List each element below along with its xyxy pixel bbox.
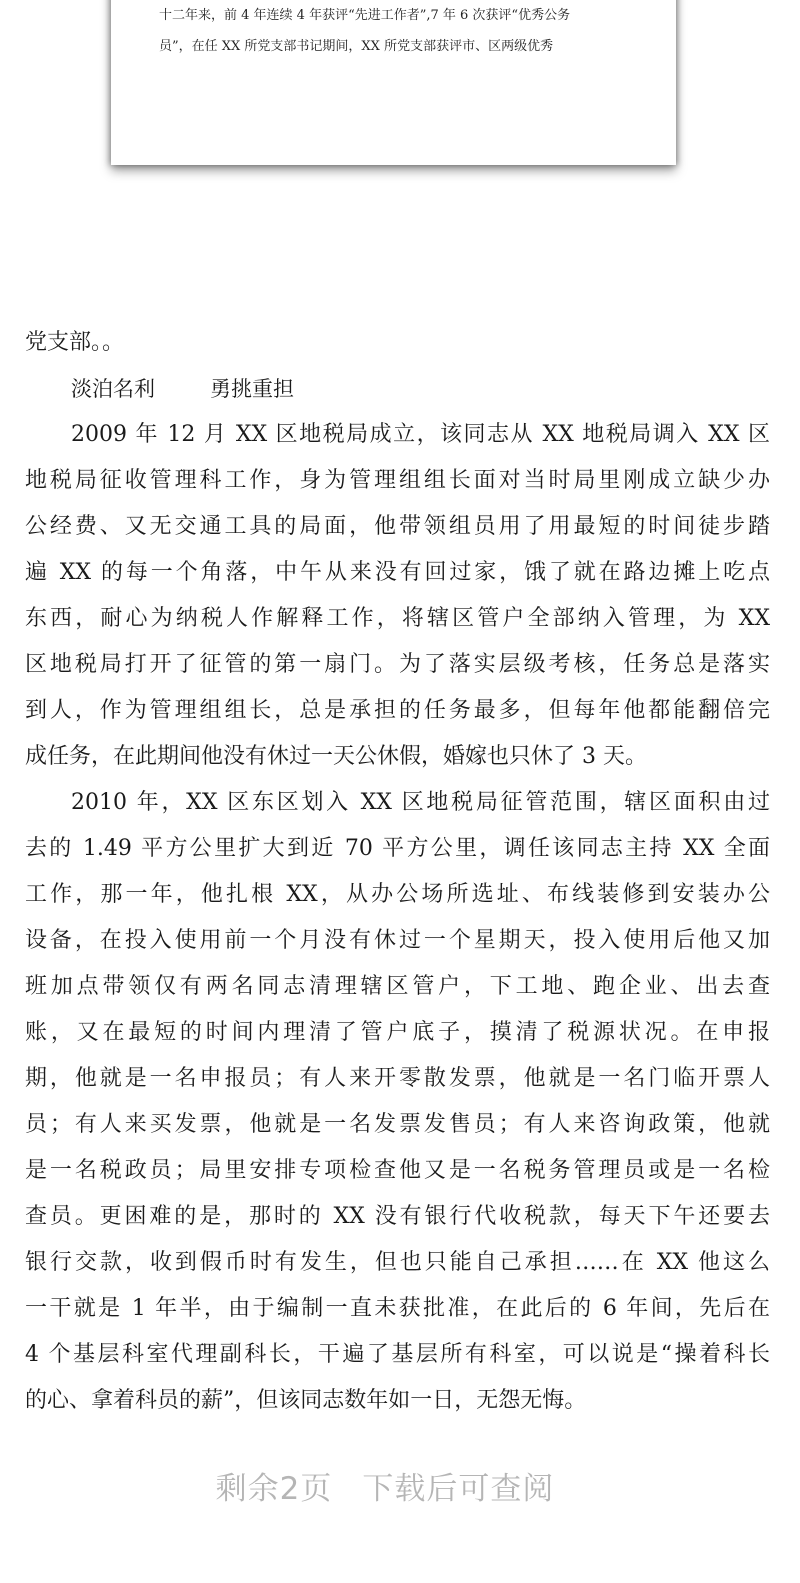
page-preview-card	[111, 0, 676, 165]
section-heading	[25, 366, 770, 412]
paragraph-1	[25, 412, 770, 780]
paragraph-line: 的心、拿着科员的薪”，但该同志数年如一日，无怨无悔。	[25, 1388, 587, 1413]
paragraph-line: 工作，那一年，他扎根 XX，从办公场所选址、布线装修到安装办公	[25, 882, 770, 907]
heading-part-2: 勇挑重担	[210, 377, 294, 401]
paragraph-line: 设备，在投入使用前一个月没有休过一个星期天，投入使用后他又加	[25, 928, 770, 953]
paragraph-line: 成任务，在此期间他没有休过一天公休假，婚嫁也只休了 3 天。	[25, 744, 647, 769]
paragraph-line: 期，他就是一名申报员；有人来开零散发票，他就是一名门临开票人	[25, 1066, 770, 1091]
paragraph-line: 查员。更困难的是，那时的 XX 没有银行代收税款，每天下午还要去	[25, 1204, 770, 1229]
paragraph-2	[25, 780, 770, 1424]
paragraph-line: 遍 XX 的每一个角落，中午从来没有回过家，饿了就在路边摊上吃点	[25, 560, 770, 585]
paragraph-line: 2010 年，XX 区东区划入 XX 区地税局征管范围，辖区面积由过	[71, 790, 770, 815]
remaining-pages-text: 剩余2页	[215, 1471, 333, 1507]
paragraph-line: 4 个基层科室代理副科长，干遍了基层所有科室，可以说是“操着科长	[25, 1342, 770, 1367]
heading-part-1: 淡泊名利	[71, 377, 155, 401]
preview-line: 十二年来，前 4 年连续 4 年获评“先进工作者”,7 年 6 次获评“优秀公务	[159, 8, 571, 23]
paragraph-line: 东西，耐心为纳税人作解释工作，将辖区管户全部纳入管理，为 XX	[25, 606, 770, 631]
paragraph-line: 银行交款，收到假币时有发生，但也只能自己承担……在 XX 他这么	[25, 1250, 770, 1275]
paragraph-line: 是一名税政员；局里安排专项检查他又是一名税务管理员或是一名检	[25, 1158, 770, 1183]
paragraph-line: 班加点带领仅有两名同志清理辖区管户，下工地、跑企业、出去查	[25, 974, 770, 999]
continuation-text: 党支部。。	[25, 330, 125, 355]
paragraph-line: 地税局征收管理科工作，身为管理组组长面对当时局里刚成立缺少办	[25, 468, 770, 493]
paragraph-line: 去的 1.49 平方公里扩大到近 70 平方公里，调任该同志主持 XX 全面	[25, 836, 770, 861]
paragraph-line: 到人，作为管理组组长，总是承担的任务最多，但每年他都能翻倍完	[25, 698, 770, 723]
document-body	[25, 320, 770, 1424]
download-prompt[interactable]	[0, 1463, 770, 1508]
download-hint-text: 下载后可查阅	[362, 1471, 555, 1507]
paragraph-line: 员；有人来买发票，他就是一名发票发售员；有人来咨询政策，他就	[25, 1112, 770, 1137]
paragraph-line: 2009 年 12 月 XX 区地税局成立，该同志从 XX 地税局调入 XX 区	[71, 422, 770, 447]
paragraph-line: 公经费、又无交通工具的局面，他带领组员用了用最短的时间徒步踏	[25, 514, 770, 539]
paragraph-line: 账，又在最短的时间内理清了管户底子，摸清了税源状况。在申报	[25, 1020, 770, 1045]
paragraph-line: 区地税局打开了征管的第一扇门。为了落实层级考核，任务总是落实	[25, 652, 770, 677]
paragraph-line: 一干就是 1 年半，由于编制一直未获批准，在此后的 6 年间，先后在	[25, 1296, 770, 1321]
preview-line: 员”，在任 XX 所党支部书记期间，XX 所党支部获评市、区两级优秀	[159, 39, 554, 54]
